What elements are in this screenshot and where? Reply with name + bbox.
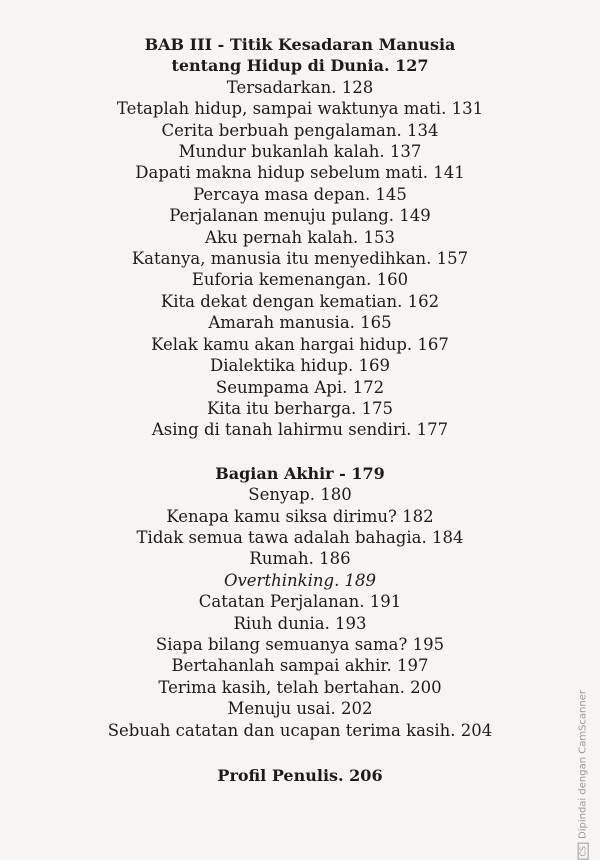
toc-entry: Kita itu berharga. 175 <box>206 398 394 418</box>
toc-entry: Seumpama Api. 172 <box>215 377 385 397</box>
section-bagian-akhir <box>0 463 600 741</box>
toc-entry: Percaya masa depan. 145 <box>193 184 407 204</box>
section-spacer <box>0 441 600 463</box>
toc-entry: Kita dekat dengan kematian. 162 <box>160 291 440 311</box>
toc-entry: Bertahanlah sampai akhir. 197 <box>171 656 429 676</box>
toc-entry: Riuh dunia. 193 <box>233 613 367 633</box>
toc-entry: Sebuah catatan dan ucapan terima kasih. 204 <box>107 720 493 740</box>
toc-entry: Cerita berbuah pengalaman. 134 <box>161 120 439 140</box>
section-bab-iii <box>0 34 600 441</box>
table-of-contents <box>0 34 600 786</box>
section-heading: Bagian Akhir - 179 <box>215 463 385 483</box>
section-heading-line-2: tentang Hidup di Dunia. 127 <box>171 56 429 76</box>
watermark-text: Dipindai dengan CamScanner <box>578 690 589 839</box>
section-spacer <box>0 741 600 765</box>
toc-entry: Mundur bukanlah kalah. 137 <box>178 142 422 162</box>
toc-entry: Katanya, manusia itu menyedihkan. 157 <box>131 249 469 269</box>
toc-entry: Amarah manusia. 165 <box>208 313 392 333</box>
toc-entry-italic: Overthinking. 189 <box>223 570 377 590</box>
toc-entry: Asing di tanah lahirmu sendiri. 177 <box>151 420 449 440</box>
camscanner-logo-icon: CS <box>578 843 589 860</box>
toc-entry: Catatan Perjalanan. 191 <box>198 592 402 612</box>
toc-entry: Dialektika hidup. 169 <box>209 356 390 376</box>
camscanner-watermark <box>578 690 589 860</box>
toc-entry: Rumah. 186 <box>249 549 351 569</box>
toc-entry: Euforia kemenangan. 160 <box>191 270 409 290</box>
toc-entry: Kelak kamu akan hargai hidup. 167 <box>151 334 449 354</box>
toc-entry: Dapati makna hidup sebelum mati. 141 <box>135 163 465 183</box>
toc-entry: Tidak semua tawa adalah bahagia. 184 <box>136 527 464 547</box>
toc-entry: Perjalanan menuju pulang. 149 <box>169 206 431 226</box>
section-heading-line-1: BAB III - Titik Kesadaran Manusia <box>144 35 456 54</box>
toc-entry: Menuju usai. 202 <box>227 699 373 719</box>
toc-entry: Aku pernah kalah. 153 <box>205 227 395 247</box>
toc-entry: Terima kasih, telah bertahan. 200 <box>158 677 442 697</box>
toc-entry: Siapa bilang semuanya sama? 195 <box>155 634 445 654</box>
toc-entry: Tersadarkan. 128 <box>226 77 374 97</box>
toc-entry: Kenapa kamu siksa dirimu? 182 <box>166 506 434 526</box>
toc-entry: Tetaplah hidup, sampai waktunya mati. 131 <box>116 99 484 119</box>
toc-entry: Senyap. 180 <box>248 485 352 505</box>
profil-penulis-heading: Profil Penulis. 206 <box>217 766 383 785</box>
